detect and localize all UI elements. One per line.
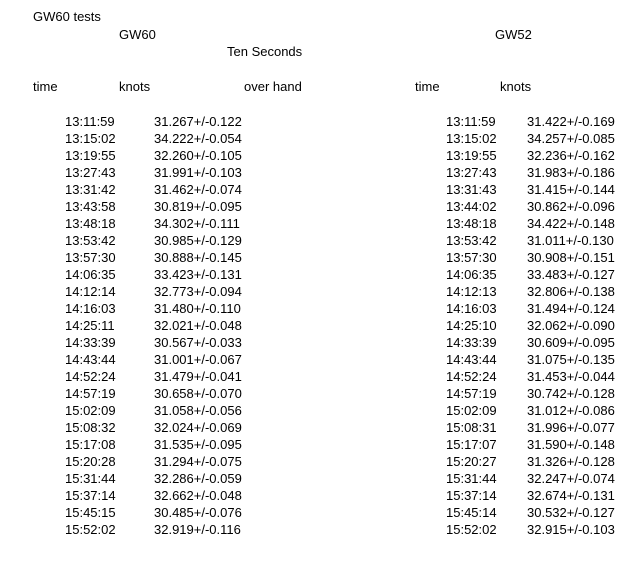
- page-title: GW60 tests: [33, 9, 101, 24]
- table-row: [0, 284, 642, 301]
- left-time-cell: 14:33:39: [65, 335, 116, 350]
- table-row: [0, 216, 642, 233]
- left-time-cell: 14:43:44: [65, 352, 116, 367]
- table-row: [0, 386, 642, 403]
- left-knots-cell: 31.479+/-0.041: [154, 369, 242, 384]
- right-knots-cell: 33.483+/-0.127: [527, 267, 615, 282]
- right-knots-cell: 32.674+/-0.131: [527, 488, 615, 503]
- left-time-cell: 15:20:28: [65, 454, 116, 469]
- table-row: [0, 488, 642, 505]
- left-time-cell: 13:27:43: [65, 165, 116, 180]
- left-time-cell: 14:57:19: [65, 386, 116, 401]
- right-time-cell: 15:20:27: [446, 454, 497, 469]
- left-knots-cell: 34.222+/-0.054: [154, 131, 242, 146]
- table-row: [0, 420, 642, 437]
- right-time-cell: 13:53:42: [446, 233, 497, 248]
- left-knots-cell: 32.773+/-0.094: [154, 284, 242, 299]
- right-time-cell: 15:17:07: [446, 437, 497, 452]
- table-row: [0, 199, 642, 216]
- right-knots-cell: 31.422+/-0.169: [527, 114, 615, 129]
- left-time-header: time: [33, 79, 58, 94]
- left-time-cell: 15:45:15: [65, 505, 116, 520]
- left-knots-cell: 32.024+/-0.069: [154, 420, 242, 435]
- left-knots-cell: 30.567+/-0.033: [154, 335, 242, 350]
- left-time-cell: 14:16:03: [65, 301, 116, 316]
- table-row: [0, 471, 642, 488]
- right-time-cell: 14:43:44: [446, 352, 497, 367]
- left-note-header: over hand: [244, 79, 302, 94]
- right-knots-cell: 30.609+/-0.095: [527, 335, 615, 350]
- table-row: [0, 318, 642, 335]
- right-knots-cell: 31.075+/-0.135: [527, 352, 615, 367]
- table-row: [0, 369, 642, 386]
- left-time-cell: 13:48:18: [65, 216, 116, 231]
- left-knots-header: knots: [119, 79, 151, 94]
- right-group-label: GW52: [495, 27, 532, 42]
- right-knots-cell: 34.257+/-0.085: [527, 131, 615, 146]
- right-knots-cell: 31.326+/-0.128: [527, 454, 615, 469]
- right-time-cell: 13:44:02: [446, 199, 497, 214]
- right-time-cell: 15:52:02: [446, 522, 497, 537]
- right-knots-cell: 31.590+/-0.148: [527, 437, 615, 452]
- right-knots-cell: 32.247+/-0.074: [527, 471, 615, 486]
- left-time-cell: 15:52:02: [65, 522, 116, 537]
- left-knots-cell: 30.819+/-0.095: [154, 199, 242, 214]
- table-row: [0, 267, 642, 284]
- left-time-cell: 14:25:11: [65, 318, 115, 333]
- right-time-cell: 13:15:02: [446, 131, 497, 146]
- left-knots-cell: 32.919+/-0.116: [154, 522, 241, 537]
- left-time-cell: 13:53:42: [65, 233, 116, 248]
- table-row: [0, 165, 642, 182]
- left-knots-cell: 30.888+/-0.145: [154, 250, 242, 265]
- right-knots-cell: 30.908+/-0.151: [527, 250, 615, 265]
- right-knots-cell: 31.011+/-0.130: [527, 233, 614, 248]
- data-rows: [0, 114, 642, 539]
- table-row: [0, 454, 642, 471]
- right-time-cell: 14:16:03: [446, 301, 497, 316]
- right-knots-cell: 30.532+/-0.127: [527, 505, 615, 520]
- right-time-cell: 14:52:24: [446, 369, 497, 384]
- right-time-cell: 15:37:14: [446, 488, 497, 503]
- right-time-cell: 15:02:09: [446, 403, 497, 418]
- table-row: [0, 250, 642, 267]
- right-knots-cell: 30.742+/-0.128: [527, 386, 615, 401]
- right-knots-cell: 32.236+/-0.162: [527, 148, 615, 163]
- right-knots-cell: 31.453+/-0.044: [527, 369, 615, 384]
- right-time-cell: 13:27:43: [446, 165, 497, 180]
- right-time-header: time: [415, 79, 440, 94]
- right-time-cell: 14:33:39: [446, 335, 497, 350]
- left-knots-cell: 31.058+/-0.056: [154, 403, 242, 418]
- right-knots-cell: 30.862+/-0.096: [527, 199, 615, 214]
- right-time-cell: 15:45:14: [446, 505, 497, 520]
- left-knots-cell: 32.286+/-0.059: [154, 471, 242, 486]
- left-time-cell: 15:02:09: [65, 403, 116, 418]
- table-row: [0, 403, 642, 420]
- right-knots-cell: 34.422+/-0.148: [527, 216, 615, 231]
- left-knots-cell: 30.985+/-0.129: [154, 233, 242, 248]
- left-knots-cell: 32.260+/-0.105: [154, 148, 242, 163]
- right-time-cell: 15:31:44: [446, 471, 497, 486]
- left-knots-cell: 31.480+/-0.110: [154, 301, 241, 316]
- table-row: [0, 352, 642, 369]
- left-time-cell: 13:11:59: [65, 114, 115, 129]
- subtitle: Ten Seconds: [227, 44, 303, 59]
- right-knots-cell: 31.494+/-0.124: [527, 301, 615, 316]
- left-knots-cell: 34.302+/-0.111: [154, 216, 240, 231]
- left-time-cell: 14:12:14: [65, 284, 116, 299]
- right-knots-cell: 32.915+/-0.103: [527, 522, 615, 537]
- right-time-cell: 14:12:13: [446, 284, 497, 299]
- left-knots-cell: 33.423+/-0.131: [154, 267, 242, 282]
- left-time-cell: 13:15:02: [65, 131, 116, 146]
- left-time-cell: 13:43:58: [65, 199, 116, 214]
- left-knots-cell: 31.001+/-0.067: [154, 352, 242, 367]
- left-time-cell: 13:31:42: [65, 182, 116, 197]
- table-row: [0, 131, 642, 148]
- left-time-cell: 14:52:24: [65, 369, 116, 384]
- right-time-cell: 13:57:30: [446, 250, 497, 265]
- table-row: [0, 505, 642, 522]
- right-time-cell: 15:08:31: [446, 420, 497, 435]
- right-knots-header: knots: [500, 79, 532, 94]
- right-time-cell: 14:06:35: [446, 267, 497, 282]
- right-time-cell: 14:57:19: [446, 386, 497, 401]
- table-row: [0, 233, 642, 250]
- left-time-cell: 15:08:32: [65, 420, 116, 435]
- left-group-label: GW60: [119, 27, 156, 42]
- left-knots-cell: 31.991+/-0.103: [154, 165, 242, 180]
- table-row: [0, 114, 642, 131]
- left-knots-cell: 31.267+/-0.122: [154, 114, 242, 129]
- right-knots-cell: 31.996+/-0.077: [527, 420, 615, 435]
- right-knots-cell: 31.415+/-0.144: [527, 182, 615, 197]
- table-row: [0, 301, 642, 318]
- right-knots-cell: 31.012+/-0.086: [527, 403, 615, 418]
- left-knots-cell: 30.485+/-0.076: [154, 505, 242, 520]
- table-row: [0, 437, 642, 454]
- left-time-cell: 15:37:14: [65, 488, 116, 503]
- right-time-cell: 13:19:55: [446, 148, 497, 163]
- right-time-cell: 13:48:18: [446, 216, 497, 231]
- right-knots-cell: 31.983+/-0.186: [527, 165, 615, 180]
- left-knots-cell: 32.021+/-0.048: [154, 318, 242, 333]
- right-knots-cell: 32.806+/-0.138: [527, 284, 615, 299]
- left-knots-cell: 32.662+/-0.048: [154, 488, 242, 503]
- left-knots-cell: 31.294+/-0.075: [154, 454, 242, 469]
- left-time-cell: 15:17:08: [65, 437, 116, 452]
- left-time-cell: 15:31:44: [65, 471, 116, 486]
- right-time-cell: 13:11:59: [446, 114, 496, 129]
- left-time-cell: 13:57:30: [65, 250, 116, 265]
- right-knots-cell: 32.062+/-0.090: [527, 318, 615, 333]
- left-time-cell: 13:19:55: [65, 148, 116, 163]
- right-time-cell: 14:25:10: [446, 318, 497, 333]
- table-row: [0, 148, 642, 165]
- left-knots-cell: 31.462+/-0.074: [154, 182, 242, 197]
- left-time-cell: 14:06:35: [65, 267, 116, 282]
- table-row: [0, 182, 642, 199]
- left-knots-cell: 30.658+/-0.070: [154, 386, 242, 401]
- table-row: [0, 335, 642, 352]
- right-time-cell: 13:31:43: [446, 182, 497, 197]
- left-knots-cell: 31.535+/-0.095: [154, 437, 242, 452]
- table-row: [0, 522, 642, 539]
